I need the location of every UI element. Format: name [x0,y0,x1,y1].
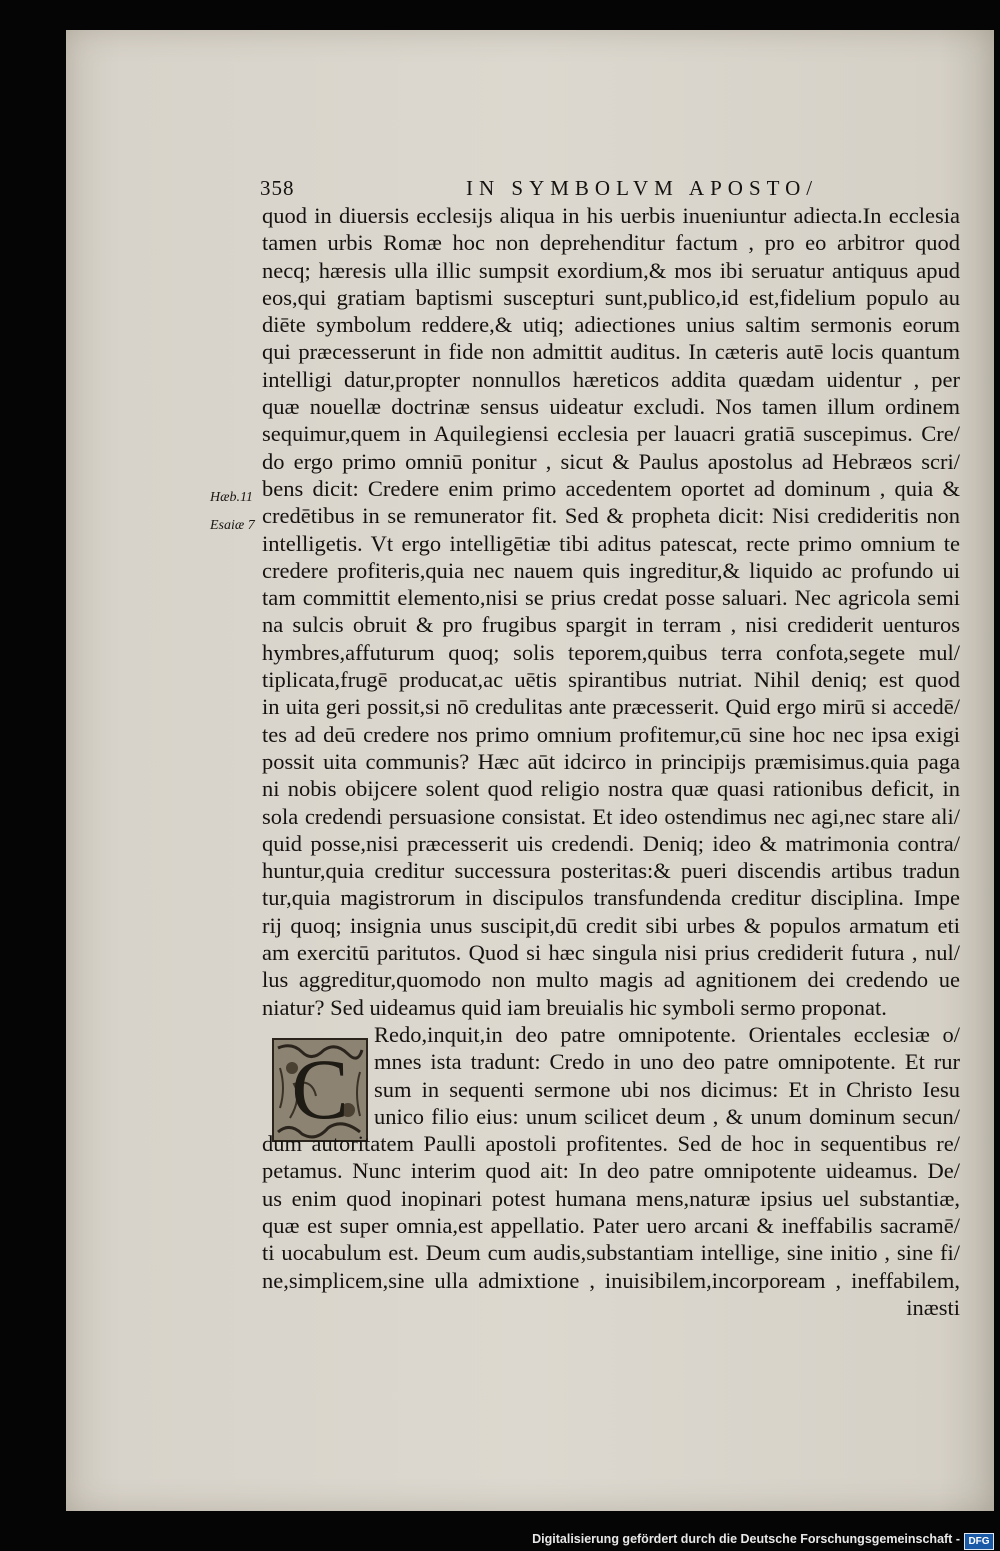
text-line: intelligi datur,propter nonnullos hæreticos addita quædam uidentur , per [262,366,960,392]
text-line: quæ nouellæ doctrinæ sensus uideatur excludi. Nos tamen illum ordinem [262,394,960,420]
text-line: na sulcis obruit & pro frugibus spargit in terram , nisi crediderit uenturos [262,612,960,638]
text-line: mnes ista tradunt: Credo in uno deo patre omnipotente. Et rur [374,1049,960,1075]
text-line: tur,quia magistrorum in discipulos transfundenda creditur disciplina. Impe [262,885,960,911]
text-line: Redo,inquit,in deo patre omnipotente. Orientales ecclesiæ o/ [374,1021,960,1047]
text-line: sum in sequenti sermone ubi nos dicimus: Et in Christo Iesu [374,1076,960,1102]
text-line: tamen urbis Romæ hoc non deprehenditur factum , pro eo arbitror quod [262,230,960,256]
running-head: IN SYMBOLVM APOSTO/ [466,176,819,200]
initial-letter: C [291,1041,349,1137]
text-line: credētibus in se remunerator fit. Sed & propheta dicit: Nisi credideritis non [262,503,960,529]
text-line: in uita geri possit,si nō credulitas ante præcesserit. Quid ergo mirū si accedē/ [262,694,960,720]
paragraph-credo [262,1021,960,1321]
text-line: dum autoritatem Paulli apostoli profitentes. Sed de hoc in sequentibus re/ [262,1131,960,1157]
page-number: 358 [260,176,295,200]
text-line: unico filio eius: unum scilicet deum , & unum dominum secun/ [374,1103,960,1129]
text-line: possit uita communis? Hæc aūt idcirco in principijs præmisimus.quia paga [262,748,960,774]
text-line: am exercitū paritutos. Quod si hæc singula nisi prius crediderit futura , nul/ [262,940,960,966]
text-line: sola credendi persuasione consistat. Et ideo ostendimus nec agi,nec stare ali/ [262,803,960,829]
text-line: us enim quod inopinari potest humana mens,naturæ ipsius uel substantiæ, [262,1185,960,1211]
text-line: eos,qui gratiam baptismi suscepturi sunt,publico,id est,fidelium populo au [262,284,960,310]
text-line: lus aggreditur,quomodo non multo magis ad agnitionem dei credendo ue [262,967,960,993]
main-text [262,202,960,1321]
text-line: diēte symbolum reddere,& utiq; adiectiones unius saltim sermonis eorum [262,312,960,338]
catchword: inæsti [906,1294,960,1320]
text-line: quod in diuersis ecclesijs aliqua in his uerbis inueniuntur adiecta.In ecclesia [262,203,960,228]
text-line: sequimur,quem in Aquilegiensi ecclesia per lauacri gratiā suscepimus. Cre/ [262,421,960,447]
text-line: ti uocabulum est. Deum cum audis,substantiam intellige, sine initio , sine fi/ [262,1240,960,1266]
text-line: tam committit elemento,nisi se prius credat posse saluari. Nec agricola semi [262,585,960,611]
text-line: credere profiteris,quia nec nauem quis ingreditur,& liquido ac profundo ui [262,557,960,583]
dfg-logo-icon: DFG [964,1533,994,1550]
paragraph-top [262,202,960,1021]
text-line: qui præcesserunt in fide non admittit auditus. In cæteris autē locis quantum [262,339,960,365]
digitization-credit: Digitalisierung gefördert durch die Deutsche Forschungsgemeinschaft - [532,1532,960,1546]
footer-bar [0,1531,1000,1551]
text-line: intelligetis. Vt ergo intelligētiæ tibi aditus patescat, recte primo omnium te [262,530,960,556]
text-line: tes ad deū credere nos primo omnium profitemur,cū sine hoc nec ipsa exigi [262,721,960,747]
text-line: petamus. Nunc interim quod ait: In deo patre omnipotente uideamus. De/ [262,1158,960,1184]
text-line: quæ est super omnia,est appellatio. Pater uero arcani & ineffabilis sacramē/ [262,1212,960,1238]
text-line: quid posse,nisi præcesserit uis credendi. Deniq; ideo & matrimonia contra/ [262,830,960,856]
text-line: tiplicata,frugē producat,ac uētis spirantibus nutriat. Nihil deniq; est quod [262,667,960,693]
text-line: necq; hæresis ulla illic sumpsit exordium,& mos ibi seruatur antiquus apud [262,257,960,283]
text-line: niatur? Sed uideamus quid iam breuialis hic symboli sermo proponat. [262,994,887,1020]
text-line: ne,simplicem,sine ulla admixtione , inuisibilem,incorpoream , ineffabilem, [262,1267,960,1293]
text-line: bens dicit: Credere enim primo accedentem oportet ad dominum , quia & [262,475,960,501]
text-line: huntur,quia creditur successura posteritas:& pueri discendis artibus tradun [262,858,960,884]
text-line: ni nobis obijcere solent quod religio nostra quæ quasi rationibus deficit, in [262,776,960,802]
margin-note-isaiah: Esaiæ 7 [210,518,255,533]
margin-note-hebrews: Hæb.11 [210,490,253,505]
text-line: rij quoq; insignia unus suscipit,dū credit sibi urbes & populos armatum eti [262,912,960,938]
text-line: hymbres,affuturum quoq; solis teporem,quibus terra confota,segete mul/ [262,639,960,665]
text-line: do ergo primo omniū ponitur , sicut & Paulus apostolus ad Hebræos scri/ [262,448,960,474]
